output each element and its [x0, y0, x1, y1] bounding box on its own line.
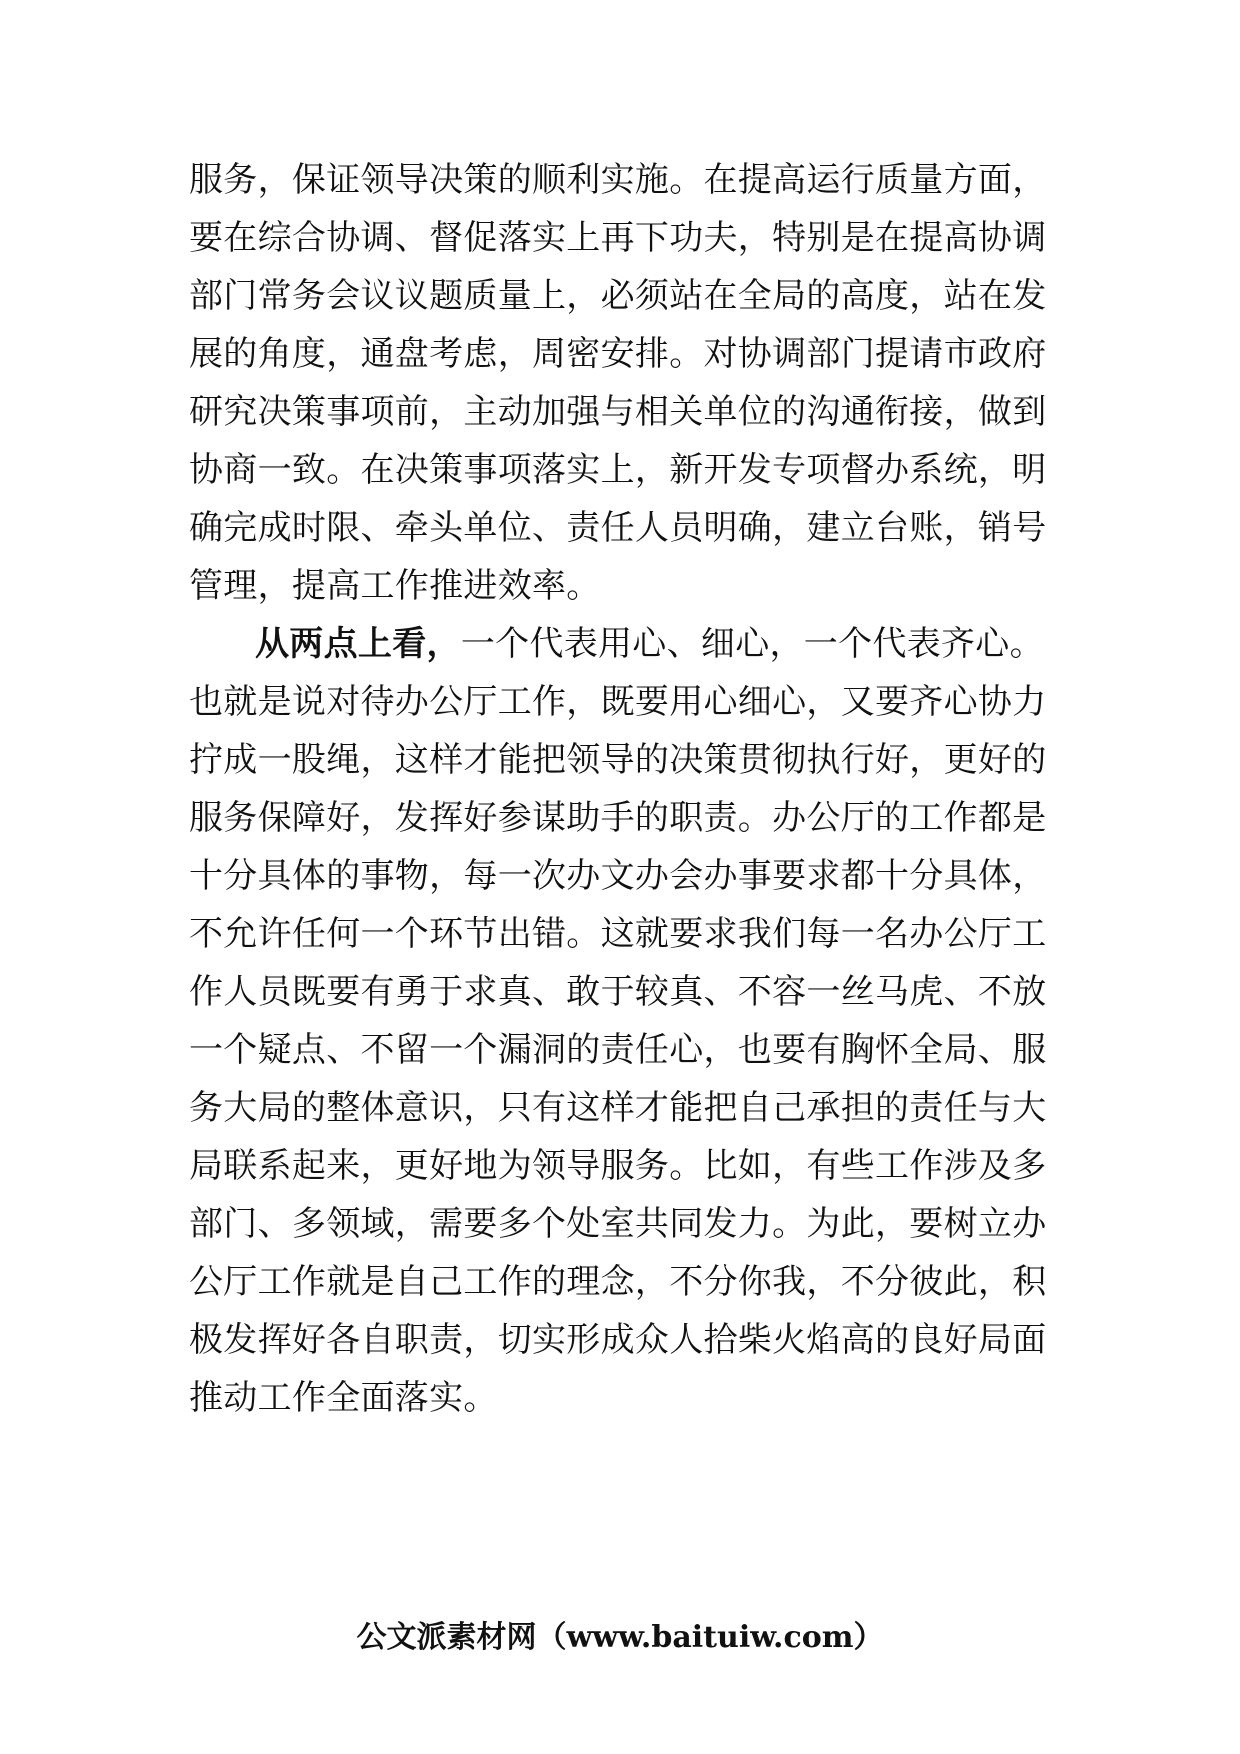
text-line: 极发挥好各自职责，切实形成众人拾柴火焰高的良好局面: [189, 1320, 1047, 1360]
text-line: 部门常务会议议题质量上，必须站在全局的高度，站在发: [189, 276, 1047, 316]
text-line: 协商一致。在决策事项落实上，新开发专项督办系统，明: [189, 450, 1047, 490]
text-line: 拧成一股绳，这样才能把领导的决策贯彻执行好，更好的: [189, 740, 1047, 780]
paragraph-first-line-rest: 一个代表用心、细心，一个代表齐心。: [460, 624, 1044, 664]
text-line: 作人员既要有勇于求真、敢于较真、不容一丝马虎、不放: [189, 972, 1047, 1012]
text-line: 务大局的整体意识，只有这样才能把自己承担的责任与大: [189, 1088, 1047, 1128]
text-line-first: [255, 624, 1135, 664]
text-line: 部门、多领域，需要多个处室共同发力。为此，要树立办: [189, 1204, 1047, 1244]
text-line: 研究决策事项前，主动加强与相关单位的沟通衔接，做到: [189, 392, 1047, 432]
text-line: 也就是说对待办公厅工作，既要用心细心，又要齐心协力: [189, 682, 1047, 722]
text-line: 管理，提高工作推进效率。: [189, 566, 601, 606]
text-line: 展的角度，通盘考虑，周密安排。对协调部门提请市政府: [189, 334, 1047, 374]
footer-source: 公文派素材网（www.baituiw.com）: [356, 1620, 884, 1655]
text-line: 要在综合协调、督促落实上再下功夫，特别是在提高协调: [189, 218, 1047, 258]
text-line: 局联系起来，更好地为领导服务。比如，有些工作涉及多: [189, 1146, 1047, 1186]
text-line: 不允许任何一个环节出错。这就要求我们每一名办公厅工: [189, 914, 1047, 954]
text-line: 确完成时限、牵头单位、责任人员明确，建立台账，销号: [189, 508, 1047, 548]
text-line: 十分具体的事物，每一次办文办会办事要求都十分具体，: [189, 856, 1047, 896]
text-line: 服务，保证领导决策的顺利实施。在提高运行质量方面，: [189, 160, 1047, 200]
text-line: 一个疑点、不留一个漏洞的责任心，也要有胸怀全局、服: [189, 1030, 1047, 1070]
text-line: 公厅工作就是自己工作的理念，不分你我，不分彼此，积: [189, 1262, 1047, 1302]
paragraph-lead: 从两点上看，: [255, 624, 461, 664]
text-line: 推动工作全面落实。: [189, 1378, 498, 1418]
text-line: 服务保障好，发挥好参谋助手的职责。办公厅的工作都是: [189, 798, 1047, 838]
